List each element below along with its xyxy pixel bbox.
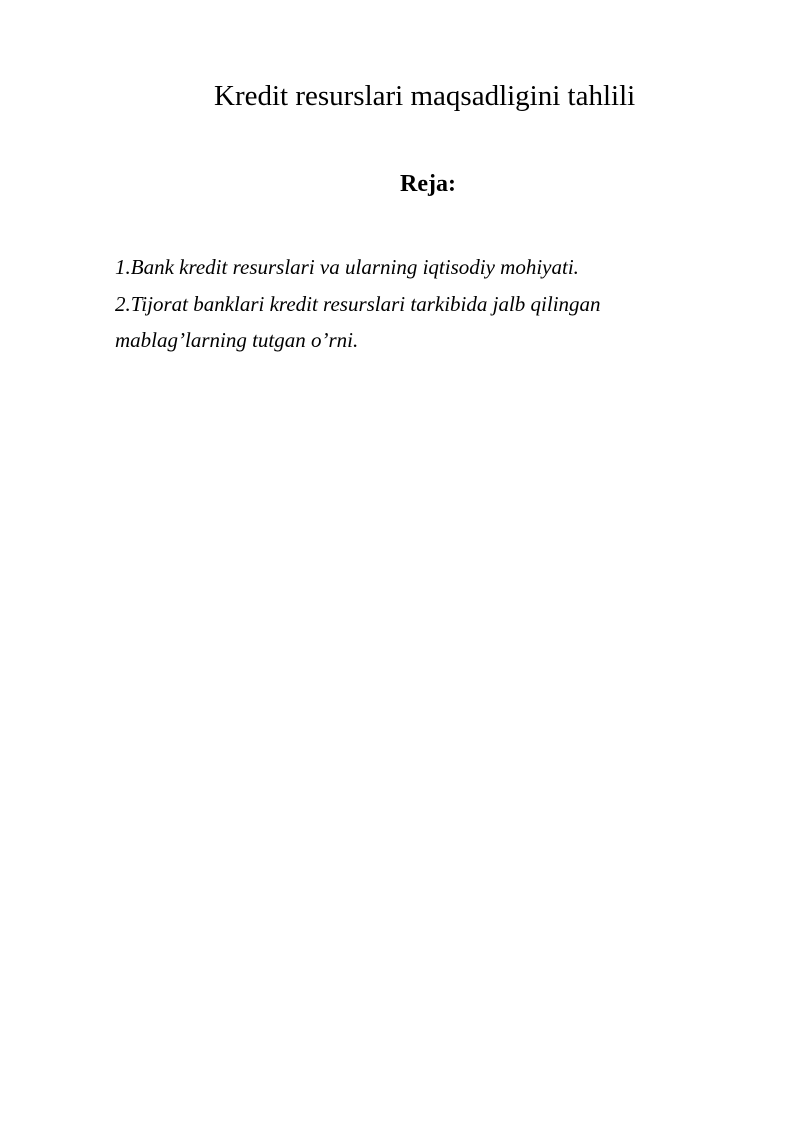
document-title: Kredit resurslari maqsadligini tahlili <box>214 80 636 112</box>
plan-heading: Reja: <box>400 171 456 197</box>
plan-item-1: 1.Bank kredit resurslari va ularning iqtisodiy mohiyati. <box>115 255 579 279</box>
plan-list <box>115 249 715 359</box>
plan-item-2-line-1: 2.Tijorat banklari kredit resurslari tarkibida jalb qilingan <box>115 291 601 316</box>
plan-item-2-line-2: mablag’larning tutgan o’rni. <box>115 328 359 352</box>
